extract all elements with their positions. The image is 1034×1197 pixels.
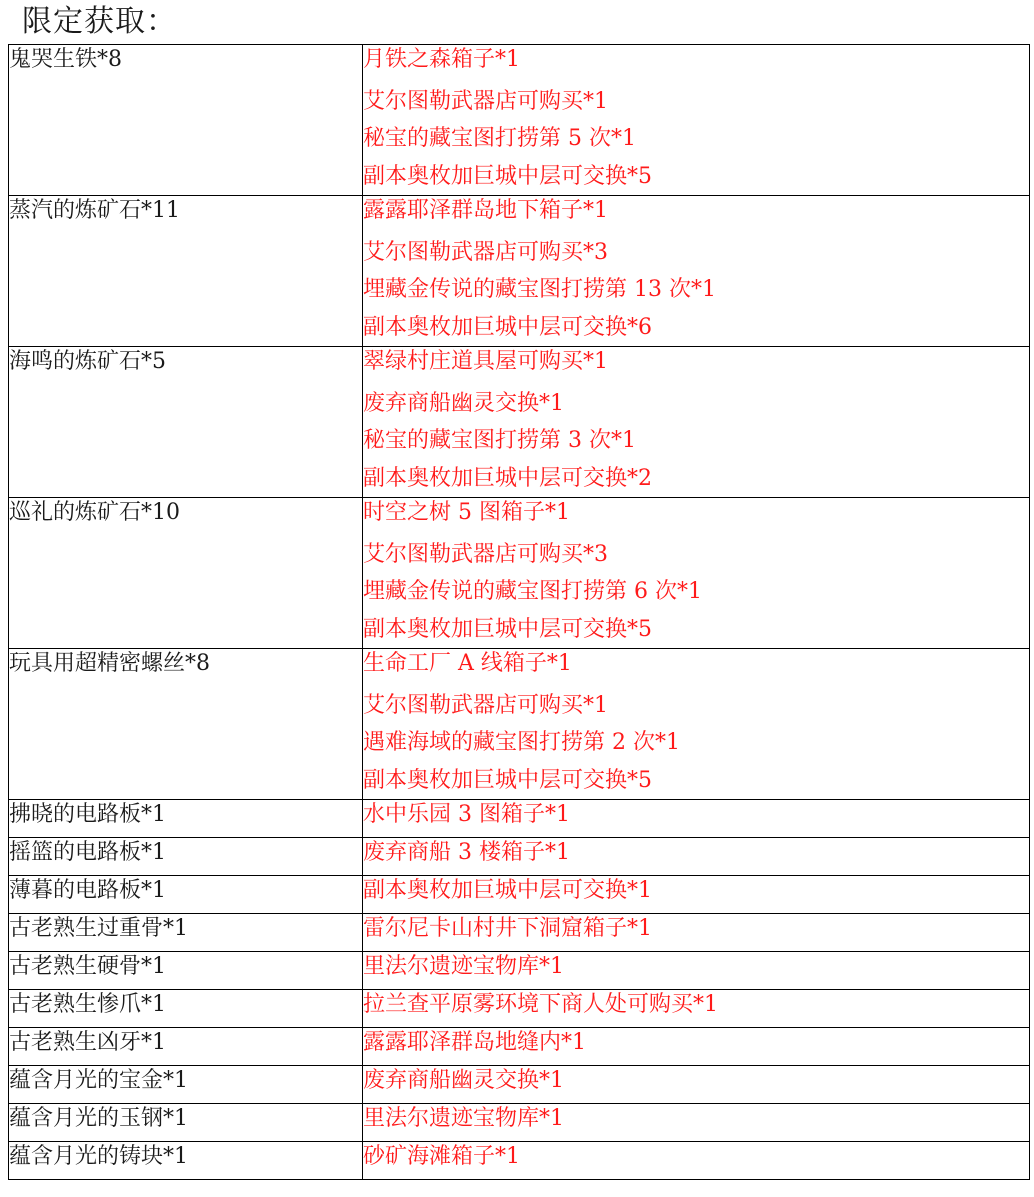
item-name: 玩具用超精密螺丝*8 — [9, 651, 210, 676]
item-name: 海鸣的炼矿石*5 — [9, 349, 166, 374]
item-cell — [9, 45, 363, 196]
item-cell — [9, 914, 363, 952]
source-entry: 月铁之森箱子*1 — [363, 47, 520, 72]
source-cell — [363, 45, 1030, 196]
source-cell — [363, 914, 1030, 952]
source-entry: 废弃商船幽灵交换*1 — [363, 390, 564, 416]
table-row — [9, 990, 1030, 1028]
source-cell — [363, 952, 1030, 990]
item-cell — [9, 1104, 363, 1142]
source-entry: 时空之树 5 图箱子*1 — [363, 500, 570, 525]
source-cell — [363, 800, 1030, 838]
source-entry: 埋藏金传说的藏宝图打捞第 13 次*1 — [363, 277, 716, 302]
item-cell — [9, 952, 363, 990]
source-entry: 拉兰查平原雾环境下商人处可购买*1 — [363, 992, 718, 1017]
item-cell — [9, 498, 363, 649]
item-name: 蕴含月光的宝金*1 — [9, 1068, 188, 1093]
item-cell — [9, 800, 363, 838]
source-entry: 废弃商船 3 楼箱子*1 — [363, 840, 570, 865]
source-entry: 露露耶泽群岛地下箱子*1 — [363, 198, 608, 223]
table-row — [9, 952, 1030, 990]
source-entry: 副本奥枚加巨城中层可交换*2 — [363, 465, 652, 491]
item-name: 古老熟生惨爪*1 — [9, 992, 166, 1017]
item-cell — [9, 838, 363, 876]
source-entry: 秘宝的藏宝图打捞第 3 次*1 — [363, 428, 636, 453]
item-cell — [9, 876, 363, 914]
source-cell — [363, 649, 1030, 800]
source-entry: 副本奥枚加巨城中层可交换*5 — [363, 163, 652, 189]
source-entry: 艾尔图勒武器店可购买*1 — [363, 88, 608, 114]
table-row — [9, 876, 1030, 914]
item-name: 薄暮的电路板*1 — [9, 878, 166, 903]
table-row — [9, 498, 1030, 649]
source-cell — [363, 1028, 1030, 1066]
table-row — [9, 649, 1030, 800]
source-cell — [363, 876, 1030, 914]
source-cell — [363, 838, 1030, 876]
source-entry: 翠绿村庄道具屋可购买*1 — [363, 349, 608, 374]
source-cell — [363, 347, 1030, 498]
source-entry: 副本奥枚加巨城中层可交换*1 — [363, 878, 652, 903]
source-entry: 秘宝的藏宝图打捞第 5 次*1 — [363, 126, 636, 151]
source-entry: 水中乐园 3 图箱子*1 — [363, 802, 570, 827]
source-entry: 废弃商船幽灵交换*1 — [363, 1068, 564, 1093]
item-cell — [9, 196, 363, 347]
source-entry: 露露耶泽群岛地缝内*1 — [363, 1030, 586, 1055]
item-cell — [9, 649, 363, 800]
item-name: 古老熟生凶牙*1 — [9, 1030, 166, 1055]
source-entry: 副本奥枚加巨城中层可交换*6 — [363, 314, 652, 340]
source-entry: 艾尔图勒武器店可购买*3 — [363, 239, 608, 265]
source-entry: 雷尔尼卡山村井下洞窟箱子*1 — [363, 916, 652, 941]
source-entry: 埋藏金传说的藏宝图打捞第 6 次*1 — [363, 579, 702, 604]
source-entry: 艾尔图勒武器店可购买*1 — [363, 692, 608, 718]
source-cell — [363, 196, 1030, 347]
table-row — [9, 1104, 1030, 1142]
page-title: 限定获取： — [22, 4, 177, 39]
source-cell — [363, 498, 1030, 649]
item-name: 古老熟生硬骨*1 — [9, 954, 166, 979]
item-cell — [9, 347, 363, 498]
source-cell — [363, 1066, 1030, 1104]
table-row — [9, 914, 1030, 952]
item-name: 拂晓的电路板*1 — [9, 802, 166, 827]
source-cell — [363, 1142, 1030, 1180]
table-row — [9, 45, 1030, 196]
source-entry: 艾尔图勒武器店可购买*3 — [363, 541, 608, 567]
item-cell — [9, 990, 363, 1028]
table-row — [9, 196, 1030, 347]
item-cell — [9, 1142, 363, 1180]
source-entry: 里法尔遗迹宝物库*1 — [363, 954, 564, 979]
table-row — [9, 838, 1030, 876]
item-name: 古老熟生过重骨*1 — [9, 916, 188, 941]
table-row — [9, 1028, 1030, 1066]
source-entry: 生命工厂 A 线箱子*1 — [363, 651, 572, 676]
item-cell — [9, 1066, 363, 1104]
source-cell — [363, 1104, 1030, 1142]
source-entry: 里法尔遗迹宝物库*1 — [363, 1106, 564, 1131]
item-name: 蕴含月光的铸块*1 — [9, 1144, 188, 1169]
item-cell — [9, 1028, 363, 1066]
source-entry: 副本奥枚加巨城中层可交换*5 — [363, 767, 652, 793]
source-cell — [363, 990, 1030, 1028]
item-name: 鬼哭生铁*8 — [9, 47, 122, 72]
item-name: 巡礼的炼矿石*10 — [9, 500, 180, 525]
table-row — [9, 1066, 1030, 1104]
item-name: 蒸汽的炼矿石*11 — [9, 198, 180, 223]
source-entry: 副本奥枚加巨城中层可交换*5 — [363, 616, 652, 642]
source-entry: 遇难海域的藏宝图打捞第 2 次*1 — [363, 730, 680, 755]
item-name: 摇篮的电路板*1 — [9, 840, 166, 865]
item-name: 蕴含月光的玉钢*1 — [9, 1106, 188, 1131]
source-entry: 砂矿海滩箱子*1 — [363, 1144, 520, 1169]
table-row — [9, 800, 1030, 838]
table-row — [9, 347, 1030, 498]
acquisition-table — [8, 44, 1030, 1180]
table-row — [9, 1142, 1030, 1180]
